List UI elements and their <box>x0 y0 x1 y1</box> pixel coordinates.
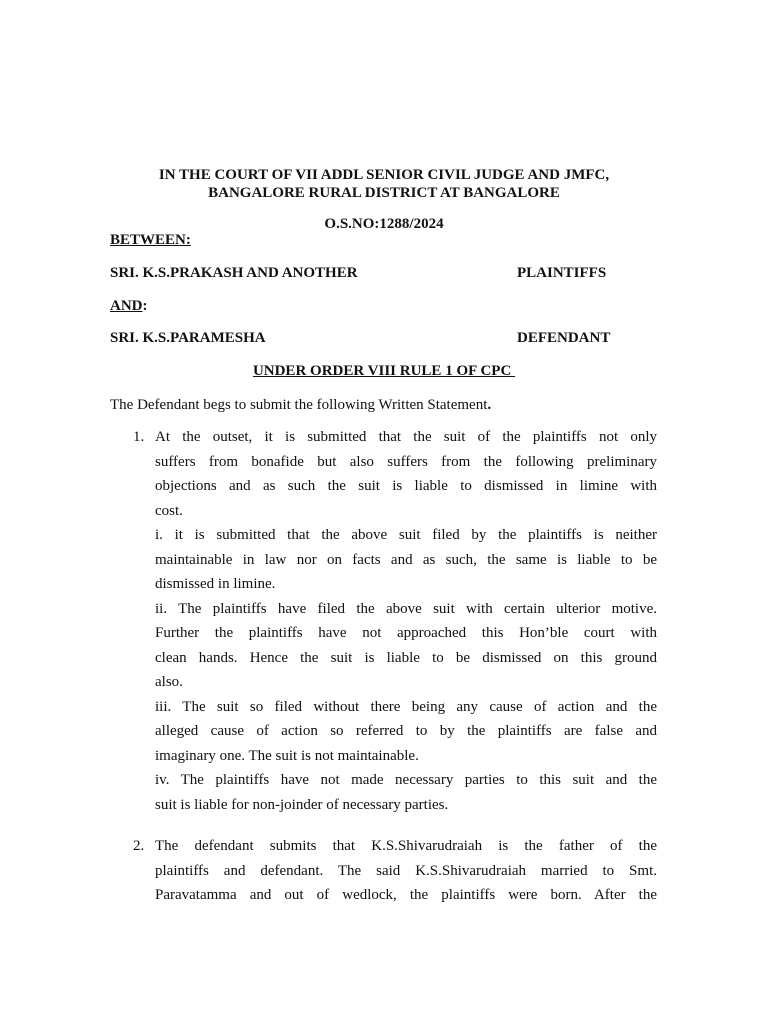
sub-item-line: also. <box>155 674 183 690</box>
sub-item-line: alleged cause of action so referred to by the plaintiffs are false and <box>155 723 657 739</box>
sub-item-line: dismissed in limine. <box>155 576 276 592</box>
sub-item-line: ii. The plaintiffs have filed the above suit with certain ulterior motive. <box>155 600 657 617</box>
plaintiffs-role: PLAINTIFFS <box>517 265 607 281</box>
intro-text: The Defendant begs to submit the following Written Statement <box>110 397 488 413</box>
paragraph-line: suffers from bonafide but also suffers from the following preliminary <box>155 453 657 470</box>
court-heading-line-1: IN THE COURT OF VII ADDL SENIOR CIVIL JUDGE AND JMFC, <box>158 167 610 183</box>
sub-item-line: imaginary one. The suit is not maintainable. <box>155 747 419 764</box>
paragraph-2-number: 2. <box>133 838 145 854</box>
defendant-role: DEFENDANT <box>517 330 611 346</box>
sub-item-iii <box>155 695 657 769</box>
sub-item-line: maintainable in law nor on facts and as such, the same is liable to be <box>155 551 657 568</box>
intro-end: . <box>487 397 492 413</box>
paragraph-line: Paravatamma and out of wedlock, the plaintiffs were born. After the <box>155 887 657 903</box>
sub-item-line: clean hands. Hence the suit is liable to be dismissed on this ground <box>155 649 657 666</box>
between-label: BETWEEN: <box>110 232 191 248</box>
sub-item-line: suit is liable for non-joinder of necessary parties. <box>155 796 449 813</box>
sub-item-line: iv. The plaintiffs have not made necessary parties to this suit and the <box>155 772 657 788</box>
sub-item-i <box>155 523 657 597</box>
paragraph-1 <box>155 425 657 817</box>
court-heading <box>0 166 768 202</box>
order-heading: UNDER ORDER VIII RULE 1 OF CPC <box>252 363 516 379</box>
case-number: O.S.NO:1288/2024 <box>324 216 444 232</box>
paragraph-line: At the outset, it is submitted that the suit of the plaintiffs not only <box>155 429 657 445</box>
paragraph-line: objections and as such the suit is liable to dismissed in limine with <box>155 478 657 494</box>
and-label-text: AND <box>110 298 143 314</box>
plaintiffs-name: SRI. K.S.PRAKASH AND ANOTHER <box>110 265 358 281</box>
defendant-name: SRI. K.S.PARAMESHA <box>110 330 266 346</box>
intro-statement <box>110 397 491 414</box>
sub-item-line: i. it is submitted that the above suit filed by the plaintiffs is neither <box>155 527 657 543</box>
paragraph-line: The defendant submits that K.S.Shivarudraiah is the father of the <box>155 838 657 854</box>
paragraph-line: plaintiffs and defendant. The said K.S.Shivarudraiah married to Smt. <box>155 862 657 879</box>
paragraph-2 <box>155 834 657 908</box>
sub-item-iv <box>155 768 657 817</box>
paragraph-1-number: 1. <box>133 429 145 445</box>
court-heading-line-2: BANGALORE RURAL DISTRICT AT BANGALORE <box>208 185 560 201</box>
sub-item-ii <box>155 597 657 695</box>
and-label-colon: : <box>142 298 148 314</box>
sub-item-line: iii. The suit so filed without there being any cause of action and the <box>155 698 657 715</box>
paragraph-line: cost. <box>155 502 183 519</box>
sub-item-line: Further the plaintiffs have not approached this Hon’ble court with <box>155 625 657 641</box>
and-label <box>110 298 148 315</box>
